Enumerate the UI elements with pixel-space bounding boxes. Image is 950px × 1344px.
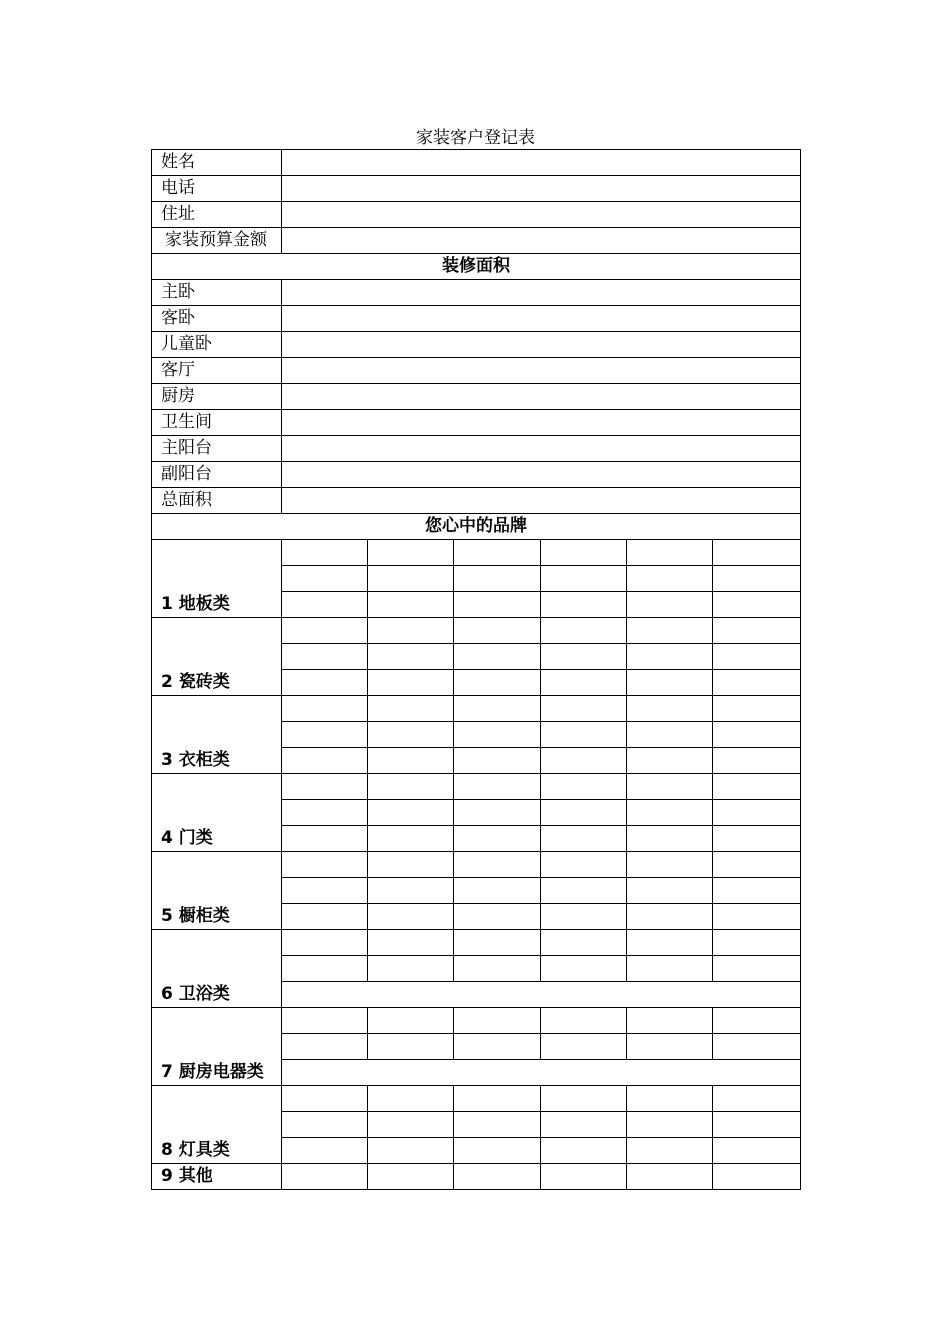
brand-cell[interactable] xyxy=(368,540,454,566)
brand-cell[interactable] xyxy=(282,1112,368,1138)
brand-cell[interactable] xyxy=(627,1112,713,1138)
brand-cell[interactable] xyxy=(454,930,541,956)
brand-cell[interactable] xyxy=(713,1138,801,1164)
brand-cell[interactable] xyxy=(282,826,368,852)
brand-cell[interactable] xyxy=(713,774,801,800)
brand-category-kitchen-appliances: 7 厨房电器类 xyxy=(152,1008,282,1086)
brand-cell[interactable] xyxy=(282,1164,368,1190)
area-row xyxy=(152,280,801,306)
brand-cell[interactable] xyxy=(713,826,801,852)
brand-cell[interactable] xyxy=(368,800,454,826)
brand-cell[interactable] xyxy=(627,878,713,904)
brand-cell[interactable] xyxy=(713,930,801,956)
brand-cell[interactable] xyxy=(454,1112,541,1138)
brand-cell[interactable] xyxy=(541,696,627,722)
name-label: 姓名 xyxy=(152,150,282,176)
brand-cell[interactable] xyxy=(282,566,368,592)
area-field-kids-bedroom[interactable] xyxy=(282,332,801,358)
brand-cell[interactable] xyxy=(282,722,368,748)
brand-cell[interactable] xyxy=(368,774,454,800)
brand-cell[interactable] xyxy=(541,748,627,774)
brand-cell[interactable] xyxy=(713,722,801,748)
brand-row xyxy=(152,774,801,800)
brand-cell[interactable] xyxy=(282,644,368,670)
brand-cell[interactable] xyxy=(713,1086,801,1112)
brand-cell[interactable] xyxy=(713,618,801,644)
area-label-kids-bedroom: 儿童卧 xyxy=(152,332,282,358)
brand-cell[interactable] xyxy=(282,878,368,904)
brand-row xyxy=(152,1086,801,1112)
brand-cell[interactable] xyxy=(627,852,713,878)
brand-row xyxy=(152,1164,801,1190)
info-row-phone xyxy=(152,176,801,202)
brand-section-heading: 您心中的品牌 xyxy=(152,514,801,540)
brand-cell[interactable] xyxy=(282,904,368,930)
brand-cell[interactable] xyxy=(454,1086,541,1112)
area-row xyxy=(152,358,801,384)
brand-cell[interactable] xyxy=(282,618,368,644)
brand-cell[interactable] xyxy=(541,618,627,644)
brand-cell[interactable] xyxy=(368,748,454,774)
brand-cell[interactable] xyxy=(713,696,801,722)
brand-cell[interactable] xyxy=(368,644,454,670)
brand-cell[interactable] xyxy=(368,956,454,982)
area-label-living-room: 客厅 xyxy=(152,358,282,384)
brand-cell[interactable] xyxy=(713,1008,801,1034)
brand-cell[interactable] xyxy=(713,566,801,592)
brand-cell[interactable] xyxy=(282,1008,368,1034)
brand-category-other: 9 其他 xyxy=(152,1164,282,1190)
brand-cell[interactable] xyxy=(541,1138,627,1164)
brand-row xyxy=(152,540,801,566)
brand-cell[interactable] xyxy=(368,1086,454,1112)
area-row xyxy=(152,384,801,410)
brand-category-bathroom: 6 卫浴类 xyxy=(152,930,282,1008)
brand-cell[interactable] xyxy=(627,774,713,800)
brand-cell[interactable] xyxy=(368,696,454,722)
brand-cell[interactable] xyxy=(713,592,801,618)
brand-cell[interactable] xyxy=(541,826,627,852)
brand-cell[interactable] xyxy=(454,722,541,748)
brand-category-flooring: 1 地板类 xyxy=(152,540,282,618)
brand-cell[interactable] xyxy=(454,1008,541,1034)
brand-row xyxy=(152,930,801,956)
brand-cell[interactable] xyxy=(454,1034,541,1060)
area-row xyxy=(152,488,801,514)
area-label-guest-bedroom: 客卧 xyxy=(152,306,282,332)
area-row xyxy=(152,306,801,332)
area-row xyxy=(152,462,801,488)
brand-wide-cell[interactable] xyxy=(282,982,801,1008)
brand-cell[interactable] xyxy=(713,670,801,696)
brand-cell[interactable] xyxy=(454,774,541,800)
brand-cell[interactable] xyxy=(282,592,368,618)
brand-cell[interactable] xyxy=(454,618,541,644)
brand-cell[interactable] xyxy=(541,1164,627,1190)
area-label-master-bedroom: 主卧 xyxy=(152,280,282,306)
brand-row xyxy=(152,696,801,722)
brand-cell[interactable] xyxy=(541,904,627,930)
brand-cell[interactable] xyxy=(627,592,713,618)
brand-cell[interactable] xyxy=(368,852,454,878)
brand-cell[interactable] xyxy=(627,618,713,644)
brand-cell[interactable] xyxy=(454,748,541,774)
brand-cell[interactable] xyxy=(627,1138,713,1164)
brand-cell[interactable] xyxy=(541,644,627,670)
address-label: 住址 xyxy=(152,202,282,228)
brand-cell[interactable] xyxy=(627,540,713,566)
phone-label: 电话 xyxy=(152,176,282,202)
name-field[interactable] xyxy=(282,150,801,176)
brand-wide-cell[interactable] xyxy=(282,1060,801,1086)
brand-cell[interactable] xyxy=(627,1164,713,1190)
brand-cell[interactable] xyxy=(541,1112,627,1138)
brand-cell[interactable] xyxy=(541,722,627,748)
brand-cell[interactable] xyxy=(368,722,454,748)
brand-cell[interactable] xyxy=(454,540,541,566)
brand-cell[interactable] xyxy=(368,904,454,930)
area-field-main-balcony[interactable] xyxy=(282,436,801,462)
brand-row xyxy=(152,618,801,644)
brand-cell[interactable] xyxy=(541,956,627,982)
brand-cell[interactable] xyxy=(713,904,801,930)
brand-cell[interactable] xyxy=(713,1164,801,1190)
area-field-living-room[interactable] xyxy=(282,358,801,384)
brand-cell[interactable] xyxy=(541,1086,627,1112)
brand-section-header-row xyxy=(152,514,801,540)
brand-cell[interactable] xyxy=(282,800,368,826)
brand-cell[interactable] xyxy=(627,826,713,852)
area-field-master-bedroom[interactable] xyxy=(282,280,801,306)
brand-cell[interactable] xyxy=(368,1164,454,1190)
brand-cell[interactable] xyxy=(627,566,713,592)
brand-cell[interactable] xyxy=(713,1112,801,1138)
brand-category-tiles: 2 瓷砖类 xyxy=(152,618,282,696)
brand-cell[interactable] xyxy=(454,1138,541,1164)
brand-cell[interactable] xyxy=(541,540,627,566)
brand-row xyxy=(152,1008,801,1034)
brand-cell[interactable] xyxy=(627,644,713,670)
area-label-secondary-balcony: 副阳台 xyxy=(152,462,282,488)
brand-cell[interactable] xyxy=(282,852,368,878)
brand-cell[interactable] xyxy=(282,748,368,774)
area-field-total[interactable] xyxy=(282,488,801,514)
brand-cell[interactable] xyxy=(368,592,454,618)
brand-cell[interactable] xyxy=(282,956,368,982)
brand-category-lighting: 8 灯具类 xyxy=(152,1086,282,1164)
brand-cell[interactable] xyxy=(454,878,541,904)
brand-cell[interactable] xyxy=(454,566,541,592)
area-row xyxy=(152,410,801,436)
brand-cell[interactable] xyxy=(713,878,801,904)
brand-cell[interactable] xyxy=(454,852,541,878)
area-field-bathroom[interactable] xyxy=(282,410,801,436)
area-field-guest-bedroom[interactable] xyxy=(282,306,801,332)
brand-cell[interactable] xyxy=(368,1112,454,1138)
brand-cell[interactable] xyxy=(627,722,713,748)
area-label-main-balcony: 主阳台 xyxy=(152,436,282,462)
brand-cell[interactable] xyxy=(282,1086,368,1112)
brand-cell[interactable] xyxy=(627,800,713,826)
area-label-kitchen: 厨房 xyxy=(152,384,282,410)
brand-cell[interactable] xyxy=(627,1034,713,1060)
brand-cell[interactable] xyxy=(541,800,627,826)
brand-cell[interactable] xyxy=(541,670,627,696)
brand-cell[interactable] xyxy=(454,800,541,826)
brand-cell[interactable] xyxy=(282,774,368,800)
brand-cell[interactable] xyxy=(713,800,801,826)
brand-cell[interactable] xyxy=(368,1008,454,1034)
brand-cell[interactable] xyxy=(541,1034,627,1060)
brand-cell[interactable] xyxy=(368,1034,454,1060)
document-title: 家装客户登记表 xyxy=(416,128,535,148)
address-field[interactable] xyxy=(282,202,801,228)
brand-cell[interactable] xyxy=(713,540,801,566)
brand-cell[interactable] xyxy=(627,670,713,696)
brand-cell[interactable] xyxy=(368,566,454,592)
brand-cell[interactable] xyxy=(627,1086,713,1112)
brand-category-cabinets: 5 橱柜类 xyxy=(152,852,282,930)
brand-cell[interactable] xyxy=(454,696,541,722)
area-section-header-row xyxy=(152,254,801,280)
brand-cell[interactable] xyxy=(627,904,713,930)
area-row xyxy=(152,332,801,358)
brand-cell[interactable] xyxy=(713,1034,801,1060)
brand-cell[interactable] xyxy=(454,956,541,982)
brand-cell[interactable] xyxy=(454,592,541,618)
brand-cell[interactable] xyxy=(627,930,713,956)
brand-cell[interactable] xyxy=(454,1164,541,1190)
brand-cell[interactable] xyxy=(627,1008,713,1034)
brand-cell[interactable] xyxy=(713,644,801,670)
brand-cell[interactable] xyxy=(627,748,713,774)
brand-cell[interactable] xyxy=(627,696,713,722)
brand-cell[interactable] xyxy=(282,696,368,722)
brand-cell[interactable] xyxy=(368,618,454,644)
brand-cell[interactable] xyxy=(368,670,454,696)
brand-cell[interactable] xyxy=(713,748,801,774)
registration-form-table xyxy=(151,149,801,1190)
brand-cell[interactable] xyxy=(454,904,541,930)
brand-cell[interactable] xyxy=(541,852,627,878)
brand-cell[interactable] xyxy=(541,592,627,618)
budget-field[interactable] xyxy=(282,228,801,254)
brand-category-wardrobes: 3 衣柜类 xyxy=(152,696,282,774)
brand-cell[interactable] xyxy=(282,1034,368,1060)
budget-label: 家装预算金额 xyxy=(152,228,282,254)
brand-cell[interactable] xyxy=(713,956,801,982)
brand-cell[interactable] xyxy=(541,878,627,904)
brand-category-doors: 4 门类 xyxy=(152,774,282,852)
area-label-total: 总面积 xyxy=(152,488,282,514)
brand-cell[interactable] xyxy=(541,566,627,592)
area-row xyxy=(152,436,801,462)
brand-cell[interactable] xyxy=(454,644,541,670)
brand-cell[interactable] xyxy=(368,930,454,956)
brand-row xyxy=(152,852,801,878)
area-field-kitchen[interactable] xyxy=(282,384,801,410)
brand-cell[interactable] xyxy=(627,956,713,982)
area-label-bathroom: 卫生间 xyxy=(152,410,282,436)
area-section-heading: 装修面积 xyxy=(152,254,801,280)
brand-cell[interactable] xyxy=(454,826,541,852)
brand-cell[interactable] xyxy=(282,930,368,956)
brand-cell[interactable] xyxy=(541,774,627,800)
brand-cell[interactable] xyxy=(541,930,627,956)
brand-cell[interactable] xyxy=(541,1008,627,1034)
brand-cell[interactable] xyxy=(282,670,368,696)
phone-field[interactable] xyxy=(282,176,801,202)
info-row-budget xyxy=(152,228,801,254)
brand-cell[interactable] xyxy=(713,852,801,878)
brand-cell[interactable] xyxy=(454,670,541,696)
info-row-name xyxy=(152,150,801,176)
brand-cell[interactable] xyxy=(368,826,454,852)
area-field-secondary-balcony[interactable] xyxy=(282,462,801,488)
brand-cell[interactable] xyxy=(282,540,368,566)
brand-cell[interactable] xyxy=(282,1138,368,1164)
brand-cell[interactable] xyxy=(368,878,454,904)
info-row-address xyxy=(152,202,801,228)
brand-cell[interactable] xyxy=(368,1138,454,1164)
